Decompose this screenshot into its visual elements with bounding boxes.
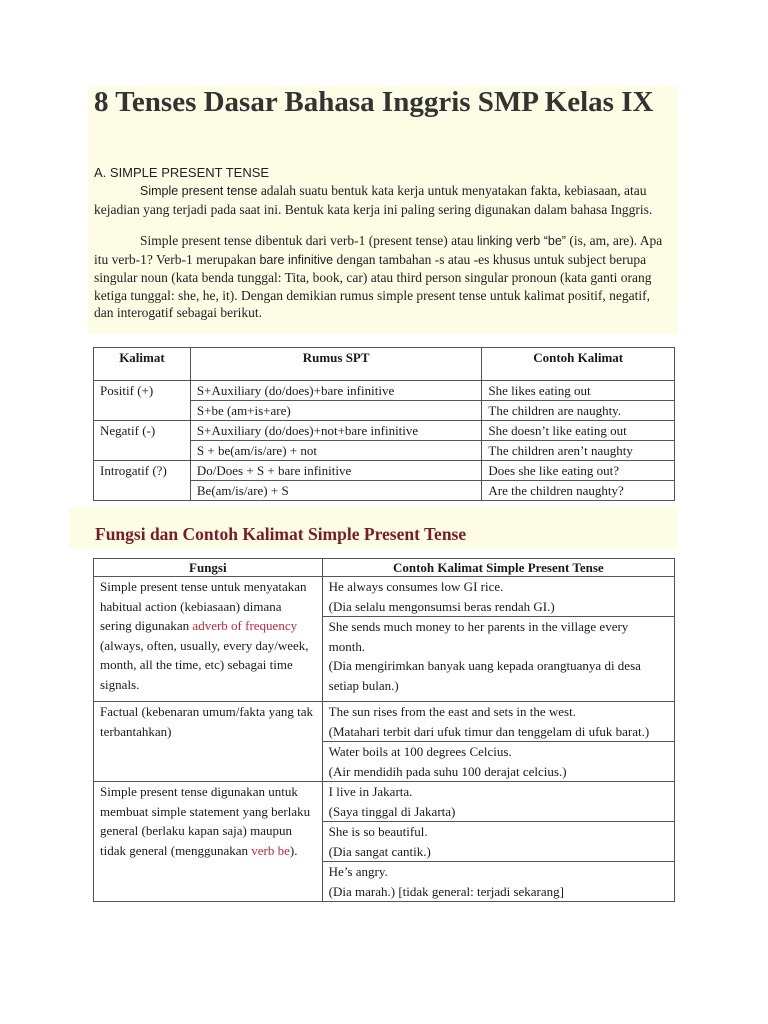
section-heading-simple-present: A. SIMPLE PRESENT TENSE [94,165,270,180]
table-row [94,461,675,481]
fungsi-heading: Fungsi dan Contoh Kalimat Simple Present Tense [95,524,467,544]
fungsi-general-statement: Simple present tense digunakan untuk membuat simple statement yang berlaku general (berlaku kapan saja) maupun tidak general (menggunakan verb be). [94,782,323,902]
table-row [94,702,675,742]
example-cell: The children are naughty. [482,401,675,421]
example-cell: He always consumes low GI rice. (Dia selalu mengonsumsi beras rendah GI.) [322,577,674,617]
table-row [94,577,675,617]
table-row [94,782,675,822]
example-cell: She likes eating out [482,381,675,401]
formula-cell: S + be(am/is/are) + not [190,441,481,461]
header-contoh-kalimat: Contoh Kalimat Simple Present Tense [322,559,674,577]
example-cell: The children aren’t naughty [482,441,675,461]
formula-table [93,347,675,501]
example-cell: Water boils at 100 degrees Celcius. (Air mendidih pada suhu 100 derajat celcius.) [322,742,674,782]
fungsi-factual: Factual (kebenaran umum/fakta yang tak terbantahkan) [94,702,323,782]
formula-cell: S+be (am+is+are) [190,401,481,421]
paragraph-definition [94,182,664,218]
page-title: 8 Tenses Dasar Bahasa Inggris SMP Kelas IX [94,86,654,118]
sentence-type-interrogative: Introgatif (?) [94,461,191,481]
bare-infinitive-link[interactable]: bare infinitive [259,252,334,267]
formula-table-header [94,348,675,381]
header-rumus: Rumus SPT [190,348,481,381]
definition-text: adalah suatu bentuk kata kerja untuk menyatakan fakta, kebiasaan, atau kejadian yang terjadi pada saat ini. Bentuk kata kerja ini paling sering digunakan dalam bahasa Inggris. [94,183,653,217]
header-fungsi: Fungsi [94,559,323,577]
formula-cell: S+Auxiliary (do/does)+not+bare infinitive [190,421,481,441]
formation-text-1: Simple present tense dibentuk dari verb-1 (present tense) atau [140,233,478,248]
formula-cell: Be(am/is/are) + S [190,481,481,501]
header-kalimat: Kalimat [94,348,191,381]
example-cell: He’s angry. (Dia marah.) [tidak general: terjadi sekarang] [322,862,674,902]
fungsi-table [93,558,675,902]
verb-be-link[interactable]: verb be [251,842,290,858]
table-row [94,441,675,461]
table-row [94,381,675,401]
table-row [94,421,675,441]
adverb-of-frequency-link[interactable]: adverb of frequency [192,618,298,633]
formation-text-3: dengan tambahan -s atau -es khusus untuk subject berupa singular noun (kata benda tunggal: Tita, book, car) atau third person singular pronoun (kata ganti orang ketiga tunggal: she, he, it). Dengan demikian rumus simple present tense untuk kalimat positif, negatif, dan interogatif sebagai berikut. [94,251,652,320]
example-cell: The sun rises from the east and sets in the west. (Matahari terbit dari ufuk timur dan tenggelam di ufuk barat.) [322,702,674,742]
example-cell: I live in Jakarta. (Saya tinggal di Jakarta) [322,782,674,822]
term-simple-present: Simple present tense [140,184,258,198]
example-cell: She is so beautiful. (Dia sangat cantik.) [322,822,674,862]
example-cell: She doesn’t like eating out [482,421,675,441]
table-row [94,481,675,501]
example-cell: She sends much money to her parents in the village every month. (Dia mengirimkan banyak uang kepada orangtuanya di desa setiap bulan.) [322,617,674,702]
paragraph-formation [94,232,664,322]
sentence-type-positive: Positif (+) [94,381,191,401]
sentence-type-negative: Negatif (-) [94,421,191,441]
formula-cell: S+Auxiliary (do/does)+bare infinitive [190,381,481,401]
example-cell: Are the children naughty? [482,481,675,501]
example-cell: Does she like eating out? [482,461,675,481]
fungsi-habitual: Simple present tense untuk menyatakan habitual action (kebiasaan) dimana sering digunakan adverb of frequency (always, often, usually, every day/week, month, all the time, etc) sebagai time signals. [94,577,323,702]
fungsi-table-header [94,559,675,577]
header-contoh: Contoh Kalimat [482,348,675,381]
formation-text-2: (is, am, are). Apa itu verb-1? Verb-1 merupakan [94,233,663,267]
table-row [94,401,675,421]
formula-cell: Do/Does + S + bare infinitive [190,461,481,481]
linking-verb-link[interactable]: linking verb “be” [477,234,566,248]
